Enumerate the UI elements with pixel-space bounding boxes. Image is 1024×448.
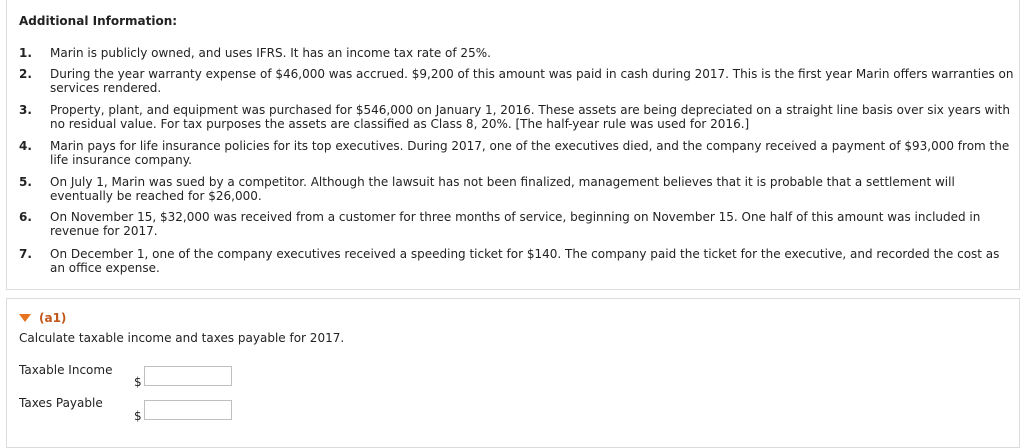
item-number: 7. <box>19 247 32 261</box>
item-text: During the year warranty expense of $46,000 was accrued. $9,200 of this amount was paid in cash during 2017. This is the first year Marin offers warranties on services rendered. <box>50 67 1014 95</box>
item-text: Marin pays for life insurance policies for its top executives. During 2017, one of the executives died, and the company received a payment of $93,000 from the life insurance company. <box>50 139 1010 167</box>
question-prompt: Calculate taxable income and taxes payable for 2017. <box>19 331 345 345</box>
question-panel <box>6 298 1020 448</box>
taxable-income-input[interactable] <box>144 366 232 386</box>
currency-symbol: $ <box>134 409 142 423</box>
question-header[interactable] <box>19 311 66 325</box>
taxable-income-label: Taxable Income <box>19 363 113 377</box>
item-text: On July 1, Marin was sued by a competitor. Although the lawsuit has not been finalized, management believes that it is probable that a settlement will eventually be reached for $26,000. <box>50 175 955 203</box>
item-text: Property, plant, and equipment was purchased for $546,000 on January 1, 2016. These assets are being depreciated on a straight line basis over six years with no residual value. For tax purposes the assets are classified as Class 8, 20%. [The half-year rule was used for 2016.] <box>50 103 1010 131</box>
item-text: On November 15, $32,000 was received from a customer for three months of service, beginning on November 15. One half of this amount was included in revenue for 2017. <box>50 210 981 238</box>
currency-symbol: $ <box>134 375 142 389</box>
item-text: Marin is publicly owned, and uses IFRS. It has an income tax rate of 25%. <box>50 46 491 60</box>
additional-information-panel <box>6 0 1020 290</box>
item-number: 1. <box>19 46 32 60</box>
item-text: On December 1, one of the company executives received a speeding ticket for $140. The company paid the ticket for the executive, and recorded the cost as an office expense. <box>50 247 1000 275</box>
item-number: 2. <box>19 67 32 81</box>
question-label: (a1) <box>39 311 67 325</box>
taxes-payable-label: Taxes Payable <box>19 396 103 410</box>
item-number: 6. <box>19 210 32 224</box>
taxes-payable-input[interactable] <box>144 400 232 420</box>
item-number: 4. <box>19 139 32 153</box>
item-number: 3. <box>19 103 32 117</box>
info-title: Additional Information: <box>19 14 178 28</box>
item-number: 5. <box>19 175 32 189</box>
collapse-triangle-icon[interactable] <box>19 314 31 322</box>
